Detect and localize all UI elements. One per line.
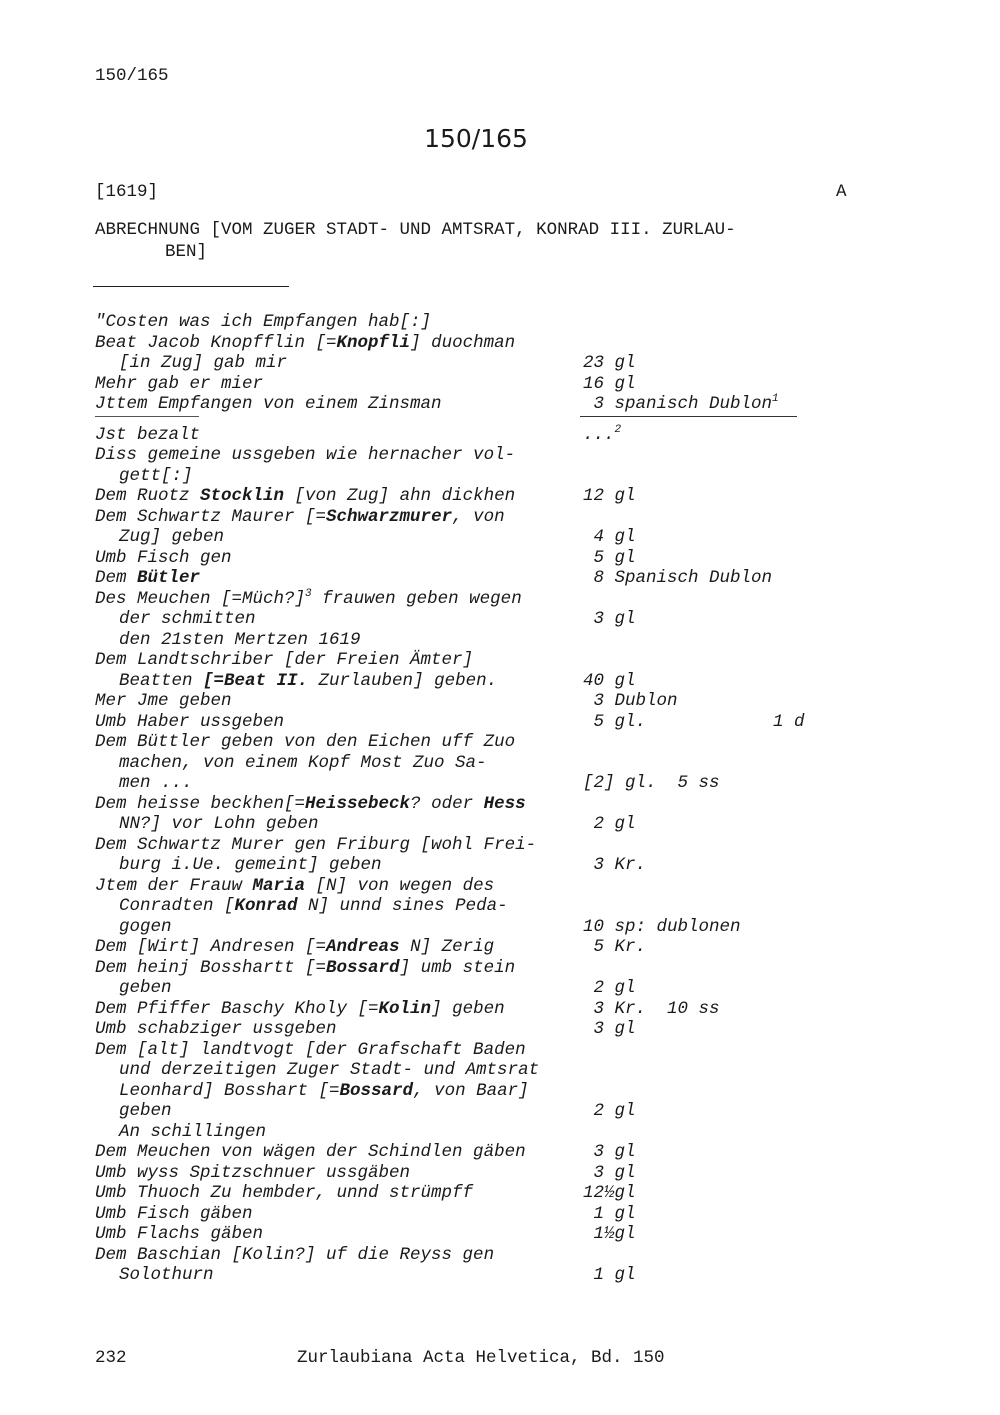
entry-text: Zug] geben [119, 527, 225, 547]
document-year: [1619] [95, 182, 159, 202]
entry-amount: 3 gl [583, 609, 636, 629]
entry-line [0, 374, 1000, 395]
entry-amount: 16 gl [583, 373, 636, 394]
entry-line [0, 1060, 1000, 1081]
entry-amount: 1 gl [583, 1265, 636, 1285]
entry-line [0, 630, 1000, 651]
entry-text: Dem [Wirt] Andresen [=Andreas N] Zerig [95, 937, 495, 957]
entry-line [0, 732, 1000, 753]
entry-line [0, 855, 1000, 876]
entry-text: Dem heinj Bosshartt [=Bossard] umb stein [95, 957, 516, 978]
entry-text: men ... [119, 773, 193, 793]
entry-line [0, 333, 1000, 354]
entry-line [0, 1081, 1000, 1102]
entry-text: NN?] vor Lohn geben [119, 814, 319, 834]
entry-line [0, 353, 1000, 374]
entry-line [0, 896, 1000, 917]
entry-line [0, 394, 1000, 415]
entry-text: Des Meuchen [=Müch?]$^3$ frauwen geben wegen [95, 587, 522, 609]
entry-amount: 3 gl [583, 1142, 636, 1162]
entry-text: Dem Baschian [Kolin?] uf die Reyss gen [95, 1244, 495, 1265]
document-reference: 150/165 [95, 66, 169, 86]
entry-line [0, 425, 1000, 446]
entry-text: Dem Meuchen von wägen der Schindlen gäben [95, 1142, 526, 1162]
entry-line [0, 1101, 1000, 1122]
entry-amount: 12 gl [583, 486, 636, 506]
entry-text: Beat Jacob Knopfflin [=Knopfli] duochman [95, 332, 516, 353]
entry-line [0, 312, 1000, 333]
entry-text: Beatten [=Beat II. Zurlauben] geben. [119, 670, 498, 691]
entry-amount: 2 gl [583, 978, 636, 998]
entry-line [0, 773, 1000, 794]
entry-amount: 10 sp: dublonen [583, 916, 741, 937]
entry-text: Dem [alt] landtvogt [der Grafschaft Baden [95, 1039, 526, 1060]
entry-text: gett[:] [119, 465, 193, 486]
entry-amount: 3 spanisch Dublon$^1$ [583, 393, 779, 414]
entry-amount: [2] gl. 5 ss [583, 773, 720, 793]
entry-line [0, 958, 1000, 979]
entry-line [0, 568, 1000, 589]
entry-line [0, 691, 1000, 712]
entry-amount: 5 gl [583, 547, 636, 568]
entry-text: Jttem Empfangen von einem Zinsman [95, 394, 442, 414]
entry-text: "Costen was ich Empfangen hab[:] [95, 312, 432, 332]
entry-line [0, 1183, 1000, 1204]
entry-amount: 1 gl [583, 1203, 636, 1224]
entry-amount: 8 Spanisch Dublon [583, 568, 773, 588]
account-entries [0, 312, 1000, 1286]
entry-underline [95, 416, 199, 417]
entry-text: Umb Flachs gäben [95, 1224, 264, 1244]
entry-line [0, 650, 1000, 671]
entry-line [0, 876, 1000, 897]
entry-line [0, 1142, 1000, 1163]
entry-line [0, 507, 1000, 528]
entry-text: geben [119, 1101, 172, 1121]
entry-text: geben [119, 978, 172, 998]
document-letter: A [836, 182, 847, 202]
entry-text: machen, von einem Kopf Most Zuo Sa- [119, 752, 487, 773]
footer-title: Zurlaubiana Acta Helvetica, Bd. 150 [297, 1348, 665, 1368]
entry-line [0, 712, 1000, 733]
entry-text: An schillingen [119, 1121, 267, 1142]
entry-amount: 12½gl [583, 1183, 636, 1203]
entry-text: Dem Landtschriber [der Freien Ämter] [95, 650, 474, 670]
entry-line [0, 835, 1000, 856]
entry-text: Mer Jme geben [95, 691, 232, 711]
entry-amount: 2 gl [583, 1101, 636, 1121]
entry-text: der schmitten [119, 609, 256, 629]
entry-text: Umb wyss Spitzschnuer ussgäben [95, 1162, 411, 1183]
entry-line [0, 548, 1000, 569]
entry-text: Dem Büttler geben von den Eichen uff Zuo [95, 732, 516, 752]
entry-text: Umb schabziger ussgeben [95, 1019, 337, 1039]
entry-line [0, 1163, 1000, 1184]
entry-line [0, 1245, 1000, 1266]
entry-amount: 3 Kr. 10 ss [583, 998, 720, 1019]
entry-text: Diss gemeine ussgeben wie hernacher vol- [95, 445, 516, 465]
document-heading-line2: BEN] [165, 242, 208, 262]
heading-divider [93, 286, 289, 287]
entry-text: Dem Schwartz Murer gen Friburg [wohl Frei- [95, 834, 537, 855]
entry-text: Solothurn [119, 1265, 214, 1285]
entry-line [0, 1019, 1000, 1040]
entry-line [0, 794, 1000, 815]
entry-amount: 3 Dublon [583, 691, 678, 711]
entry-text: Mehr gab er mier [95, 373, 264, 394]
entry-line [0, 937, 1000, 958]
entry-text: Dem Schwartz Maurer [=Schwarzmurer, von [95, 506, 505, 527]
entry-line [0, 486, 1000, 507]
sum-divider [580, 416, 797, 417]
page-number: 232 [95, 1348, 127, 1368]
entry-amount: 1½gl [583, 1224, 636, 1244]
entry-line [0, 589, 1000, 610]
entry-line [0, 671, 1000, 692]
entry-amount: 2 gl [583, 814, 636, 834]
entry-text: Umb Haber ussgeben [95, 711, 285, 732]
entry-text: Jtem der Frauw Maria [N] von wegen des [95, 875, 495, 896]
entry-amount: 3 Kr. [583, 855, 647, 875]
entry-line [0, 814, 1000, 835]
entry-text: Dem Pfiffer Baschy Kholy [=Kolin] geben [95, 998, 505, 1019]
entry-line [0, 527, 1000, 548]
entry-amount: 3 gl [583, 1019, 636, 1039]
entry-amount: 5 gl. [583, 711, 647, 732]
entry-text: Umb Thuoch Zu hembder, unnd strümpff [95, 1183, 474, 1203]
entry-amount: 4 gl [583, 527, 636, 547]
entry-amount: 5 Kr. [583, 937, 647, 957]
entry-amount: 3 gl [583, 1162, 636, 1183]
entry-text: Jst bezalt [95, 424, 201, 445]
entry-line [0, 1040, 1000, 1061]
entry-text: gogen [119, 916, 172, 937]
entry-line [0, 609, 1000, 630]
entry-amount: ...$^2$ [583, 423, 622, 445]
entry-text: Umb Fisch gäben [95, 1203, 253, 1224]
entry-text: Conradten [Konrad N] unnd sines Peda- [119, 896, 508, 916]
document-heading-line1: ABRECHNUNG [VOM ZUGER STADT- UND AMTSRAT, KONRAD III. ZURLAU- [95, 220, 736, 240]
entry-text: und derzeitigen Zuger Stadt- und Amtsrat [119, 1060, 540, 1080]
entry-text: Dem Ruotz Stocklin [von Zug] ahn dickhen [95, 486, 516, 506]
page-title: 150/165 [424, 124, 528, 153]
entry-text: Dem heisse beckhen[=Heissebeck? oder Hess [95, 793, 526, 814]
entry-text: Umb Fisch gen [95, 547, 232, 568]
entry-text: Leonhard] Bosshart [=Bossard, von Baar] [119, 1080, 529, 1101]
entry-line [0, 1265, 1000, 1286]
entry-text: den 21sten Mertzen 1619 [119, 629, 361, 650]
entry-line [0, 999, 1000, 1020]
entry-text: Dem Bütler [95, 568, 201, 588]
entry-amount: 23 gl [583, 353, 636, 373]
entry-line [0, 917, 1000, 938]
entry-line [0, 1224, 1000, 1245]
entry-line [0, 978, 1000, 999]
entry-amount: 40 gl [583, 670, 636, 691]
entry-line [0, 1204, 1000, 1225]
entry-line [0, 753, 1000, 774]
entry-text: [in Zug] gab mir [119, 353, 288, 373]
entry-line [0, 445, 1000, 466]
entry-line [0, 1122, 1000, 1143]
entry-amount-extra: 1 d [773, 711, 805, 732]
entry-text: burg i.Ue. gemeint] geben [119, 855, 382, 875]
entry-line [0, 466, 1000, 487]
